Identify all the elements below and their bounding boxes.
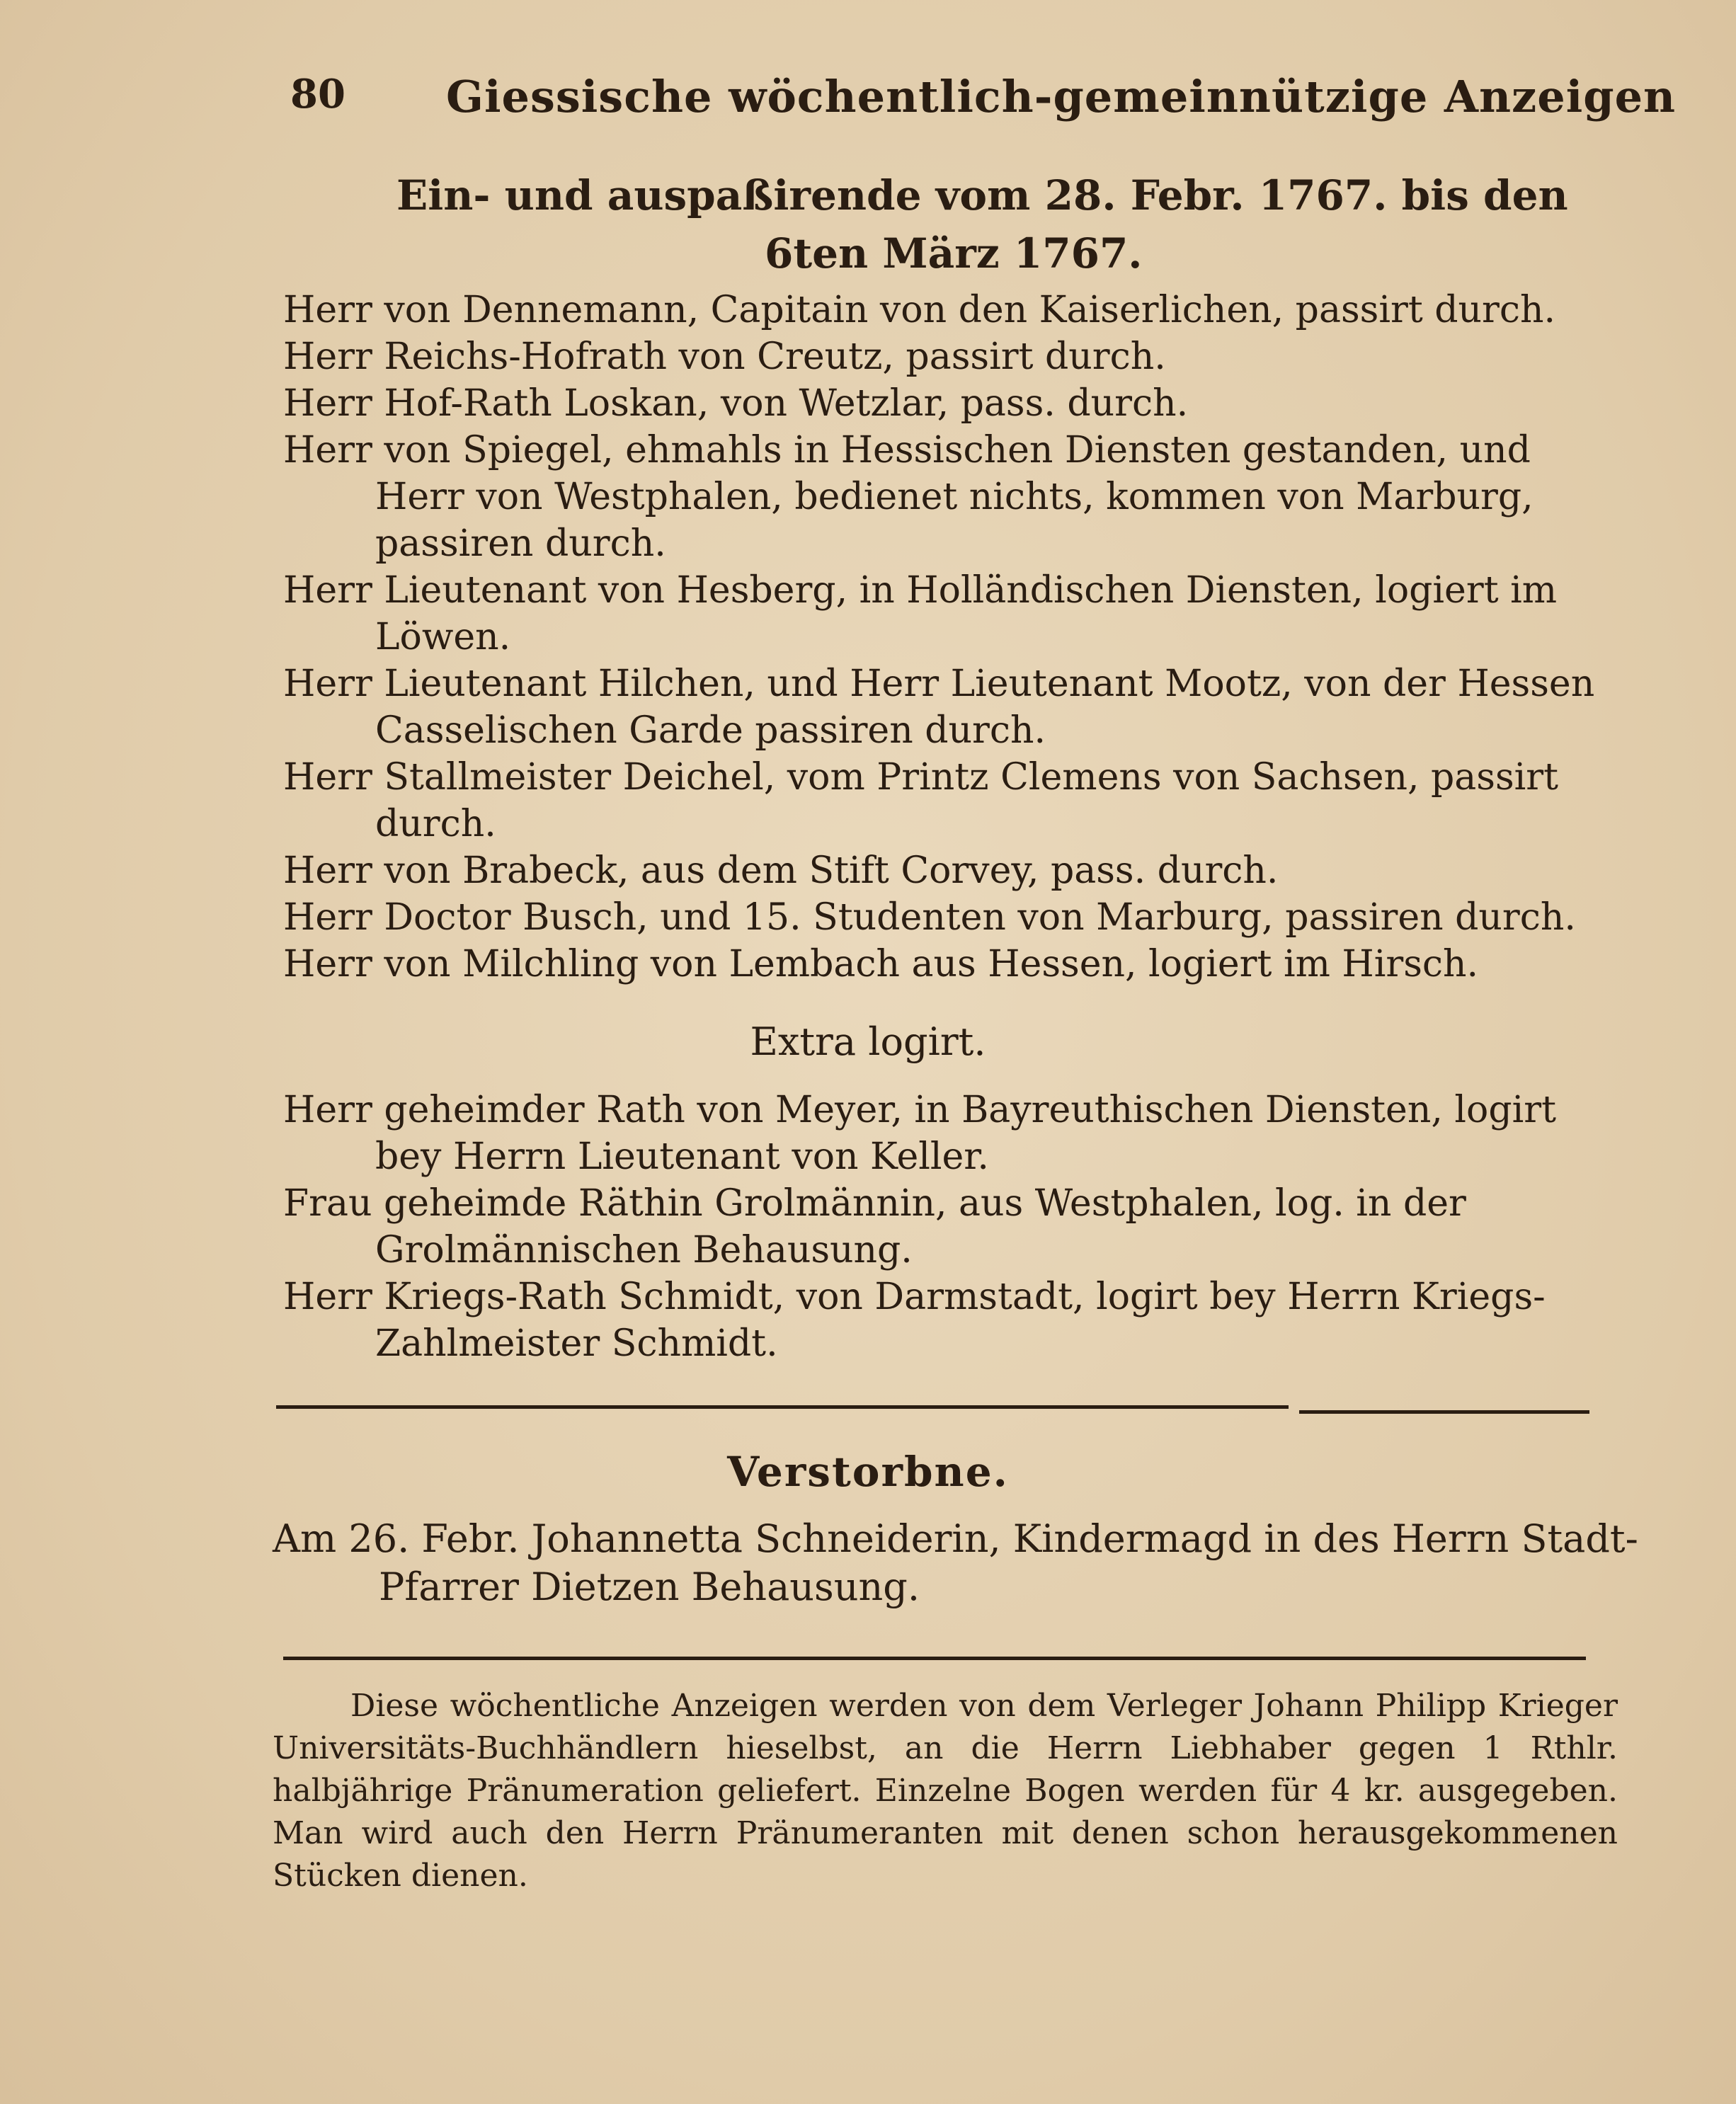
list-item: Herr von Spiegel, ehmahls in Hessischen Diensten gestanden, und Herr von Westphalen, bedienet nichts, kommen von Marburg, passiren durch.	[283, 429, 1534, 565]
page-header	[283, 71, 1677, 127]
divider	[283, 1657, 1586, 1660]
arrivals-list	[283, 287, 1614, 988]
extra-list	[283, 1087, 1614, 1367]
arrivals-title	[396, 166, 1568, 282]
list-item: Herr Lieutenant Hilchen, und Herr Lieutenant Mootz, von der Hessen Casselischen Garde passiren durch.	[283, 663, 1595, 752]
running-title: Giessische wöchentlich-gemeinnützige Anzeigen	[446, 71, 1677, 122]
list-item: Herr Stallmeister Deichel, vom Printz Clemens von Sachsen, passirt durch.	[283, 756, 1559, 845]
arrivals-title-line1: Ein- und auspaßirende vom 28. Febr. 1767. bis den	[396, 171, 1568, 219]
deaths-entry: Am 26. Febr. Johannetta Schneiderin, Kindermagd in des Herrn Stadt-Pfarrer Dietzen Behausung.	[273, 1516, 1638, 1609]
divider	[276, 1405, 1289, 1409]
extra-heading: Extra logirt.	[750, 1019, 986, 1064]
list-item: Herr Reichs-Hofrath von Creutz, passirt durch.	[283, 336, 1166, 378]
list-item: Herr Hof-Rath Loskan, von Wetzlar, pass. durch.	[283, 382, 1189, 425]
list-item: Herr Doctor Busch, und 15. Studenten von Marburg, passiren durch.	[283, 896, 1576, 939]
list-item: Herr von Brabeck, aus dem Stift Corvey, pass. durch.	[283, 850, 1279, 892]
divider	[1299, 1410, 1589, 1414]
list-item: Herr geheimder Rath von Meyer, in Bayreuthischen Diensten, logirt bey Herrn Lieutenant von Keller.	[283, 1089, 1556, 1178]
list-item: Frau geheimde Räthin Grolmännin, aus Westphalen, log. in der Grolmännischen Behausung.	[283, 1182, 1466, 1271]
page-number: 80	[290, 71, 346, 118]
arrivals-title-line2: 6ten März 1767.	[765, 229, 1143, 278]
list-item: Herr Lieutenant von Hesberg, in Holländischen Diensten, logiert im Löwen.	[283, 569, 1558, 658]
list-item: Herr Kriegs-Rath Schmidt, von Darmstadt, logirt bey Herrn Kriegs-Zahlmeister Schmidt.	[283, 1276, 1546, 1365]
list-item: Herr von Milchling von Lembach aus Hessen, logiert im Hirsch.	[283, 943, 1479, 985]
list-item: Herr von Dennemann, Capitain von den Kaiserlichen, passirt durch.	[283, 289, 1556, 331]
deaths-heading: Verstorbne.	[727, 1448, 1009, 1496]
publisher-note: Diese wöchentliche Anzeigen werden von dem Verleger Johann Philipp Krieger Universitäts-Buchhändlern hieselbst, an die Herrn Liebhaber gegen 1 Rthlr. halbjährige Pränumeration geliefert. Einzelne Bogen werden für 4 kr. ausgegeben. Man wird auch den Herrn Pränumeranten mit denen schon herausgekommenen Stücken dienen.	[273, 1688, 1618, 1894]
